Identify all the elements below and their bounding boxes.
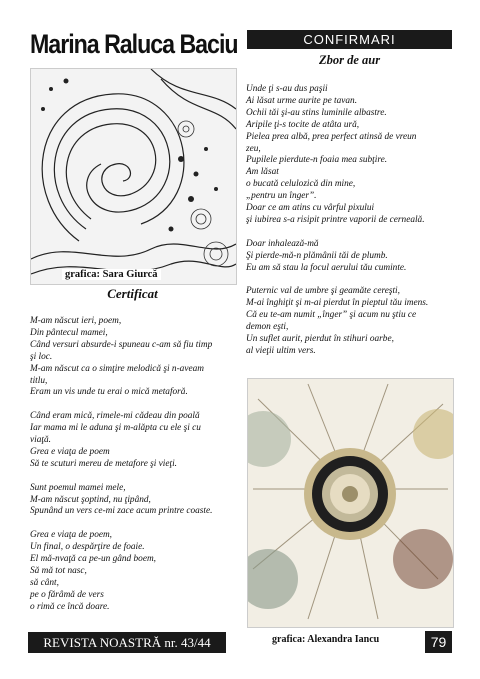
poem-line: şi loc.	[30, 351, 53, 362]
author-name: Marina Raluca Baciu	[30, 29, 238, 59]
poem-line: Pielea prea albă, prea perfect atinsă de vreun	[246, 131, 417, 142]
poem-line: Doar ce am atins cu vârful pixului	[246, 203, 375, 214]
poem-line: să cânt,	[30, 577, 59, 588]
image-credit-left: grafica: Sara Giurcă	[62, 269, 161, 280]
poem-line: Spunând un vers ce-mi zace acum printre coaste.	[30, 506, 213, 517]
poem-line: Ochii tăi şi-au stins luminile albastre.	[246, 107, 387, 118]
stanza-break	[246, 274, 458, 286]
poem-line: titlu,	[30, 375, 48, 386]
stanza-break	[30, 471, 240, 483]
magazine-footer: REVISTA NOASTRĂ nr. 43/44	[28, 632, 226, 653]
poem-line: Să mă tot nasc,	[30, 565, 87, 576]
poem-line: al vieţii ultim vers.	[246, 345, 316, 356]
doodle-art-illustration	[31, 69, 236, 284]
stanza-break	[30, 518, 240, 530]
poem-line: Când eram mică, rimele-mi cădeau din poală	[30, 411, 200, 422]
section-banner: CONFIRMARI	[247, 30, 452, 49]
stanza-break	[246, 227, 458, 239]
poem-line: Un final, o despărţire de foaie.	[30, 542, 145, 553]
poem-line: Pupilele pierdute-n foaia mea subţire.	[246, 155, 388, 166]
poem-line: M-ai înghiţit şi m-ai pierdut în pieptul tău imens.	[246, 298, 429, 309]
poem-line: Din pântecul mamei,	[30, 327, 108, 338]
poem-line: Şi pierde-mă-n plămânii tăi de plumb.	[246, 250, 388, 261]
poem-line: Puternic val de umbre şi geamăte cereşti,	[246, 286, 400, 297]
poem-line: pe o fărâmă de vers	[30, 589, 104, 600]
poem-line: Doar inhalează-mă	[246, 238, 319, 249]
poem-line: zeu,	[246, 143, 261, 154]
poem-line: Să te scuturi mereu de metafore şi vieţi.	[30, 458, 177, 469]
poem-line: o rimă ce încă doare.	[30, 601, 110, 612]
poem-line: El mă-nvaţă ca pe-un gând boem,	[30, 554, 156, 565]
poem-line: o bucată celulozică din mine,	[246, 179, 356, 190]
poem-line: Unde ţi s-au dus paşii	[246, 84, 328, 94]
abstract-painting-illustration	[248, 379, 453, 627]
poem-line: viaţă.	[30, 435, 51, 446]
poem-line: „pentru un înger”.	[246, 191, 317, 202]
poem-line: Eu am să stau la focul aerului tău cuminte.	[246, 262, 407, 273]
poem-line: M-am născut ca o simţire melodică şi n-aveam	[30, 363, 204, 374]
poem-line: Că eu te-am numit „înger” şi acum nu ştiu ce	[246, 310, 417, 321]
image-credit-right: grafica: Alexandra Iancu	[272, 634, 380, 645]
poem-line: Când versuri absurde-i spuneau c-am să fiu timp	[30, 339, 213, 350]
poem-line: Grea e viaţa de poem,	[30, 530, 113, 541]
poem-zbor-text	[246, 84, 458, 358]
poem-line: şi iubirea s-a risipit printre vaporii de cerneală.	[246, 214, 425, 225]
poem-title-zbor: Zbor de aur	[318, 53, 381, 67]
poem-line: Iar mama mi le aduna şi m-alăpta cu ele şi cu	[30, 423, 201, 434]
poem-line: Eram un vis unde tu erai o mică metaforă.	[30, 387, 188, 398]
poem-line: Un suflet aurit, pierdut în stihuri oarbe,	[246, 334, 394, 344]
poem-line: M-am născut ieri, poem,	[30, 316, 122, 326]
poem-line: Grea e viaţa de poem	[30, 446, 110, 457]
poem-certificat-text	[30, 316, 240, 614]
artwork-sara-giurca	[30, 68, 237, 285]
poem-line: Ai lăsat urme aurite pe tavan.	[246, 95, 358, 106]
artwork-alexandra-iancu	[247, 378, 454, 628]
page-number: 79	[425, 631, 452, 653]
stanza-break	[30, 399, 240, 411]
poem-line: Sunt poemul mamei mele,	[30, 482, 126, 493]
poem-line: Am lăsat	[246, 167, 279, 178]
poem-title-certificat: Certificat	[107, 286, 158, 301]
poem-line: demon eşti,	[246, 322, 289, 333]
poem-line: M-am născut şoptind, nu ţipând,	[30, 494, 151, 505]
poem-line: Aripile ţi-s tocite de atâta ură,	[246, 119, 360, 130]
